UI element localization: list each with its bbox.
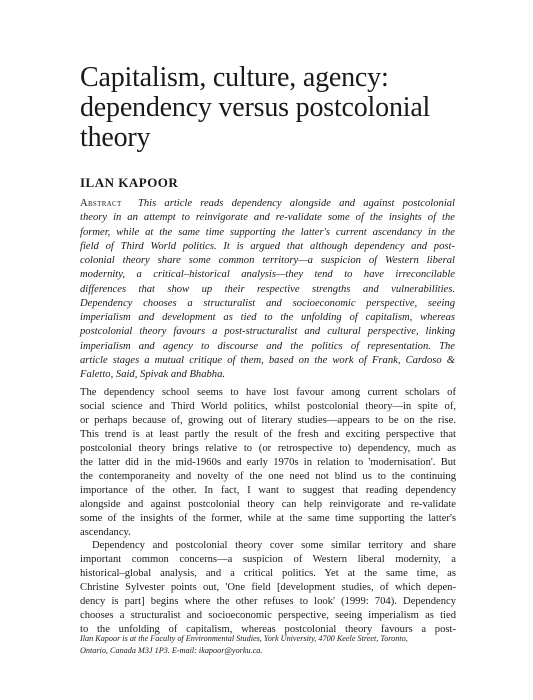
paragraph-2 [80, 539, 456, 637]
body-line: some of the insights of the former, while at the same time supporting the latter's [80, 512, 456, 524]
abstract-line: Faletto, Said, Spivak and Bhabha. [80, 369, 226, 380]
body-line: the contemporaneity and novelty of the one need not blind us to the continuing [80, 470, 456, 482]
paragraph-1 [80, 386, 456, 539]
footnote-line: Ontario, Canada M3J 1P3. E-mail: ikapoor@yorku.ca. [80, 646, 263, 655]
body-line: postcolonial theory brings relative to (or retrospective to) dependency, much as [80, 442, 456, 454]
title-line: Capitalism, culture, agency: [80, 62, 389, 93]
body-line: importance of the other. In fact, I want to suggest that reading dependency [80, 484, 456, 496]
body-line: ascendancy. [80, 526, 131, 538]
abstract-line: Abstract This article reads dependency alongside and against postcolonial [80, 198, 455, 209]
author-affiliation-footnote [80, 633, 456, 657]
abstract-line: Dependency chooses a structuralist and socioeconomic perspective, seeing [80, 297, 455, 309]
abstract-line: imperialism and development as tied to the unfolding of capitalism, whereas [80, 312, 455, 323]
abstract-label: Abstract [80, 198, 122, 209]
abstract [80, 197, 455, 382]
article-title [80, 63, 500, 153]
body-text [80, 386, 456, 637]
body-line: important common concerns—a suspicion of Western liberal modernity, a [80, 554, 456, 566]
abstract-line: postcolonial theory favours a post-structuralist and cultural perspective, linking [80, 326, 455, 338]
body-line: Christine Sylvester points out, 'One field [development studies, of which depen- [80, 582, 456, 594]
body-line: alongside and against postcolonial theory can help reinvigorate and re-validate [80, 498, 456, 510]
body-line: social science and Third World politics, whilst postcolonial theory—in spite of, [80, 400, 456, 412]
abstract-line: article stages a mutual critique of them, based on the work of Frank, Cardoso & [80, 354, 455, 366]
body-line: dency is part] begins where the other refuses to look' (1999: 704). Dependency [80, 596, 456, 608]
title-line: theory [80, 122, 151, 153]
body-line: Dependency and postcolonial theory cover some similar territory and share [92, 540, 456, 552]
body-line: The dependency school seems to have lost favour among current scholars of [80, 387, 456, 398]
abstract-line: field of Third World politics. It is argued that although dependency and post- [80, 240, 455, 252]
body-line: This trend is at least partly the result of the fresh and exciting perspective that [80, 428, 456, 440]
body-line: the latter did in the mid-1960s and early 1970s in relation to 'modernisation'. But [80, 456, 456, 468]
body-line: chooses a structuralist and socioeconomic perspective, seeing imperialism as tied [80, 610, 456, 622]
abstract-line: modernity, a critical–historical analysis—they tend to have irreconcilable [80, 269, 455, 281]
abstract-line: former, while at the same time supporting the latter's current ascendancy in the [80, 226, 455, 238]
abstract-line: imperialism and agency to discourse and the politics of representation. The [80, 340, 455, 352]
abstract-line: colonial theory share some common territory—a suspicion of Western liberal [80, 255, 455, 266]
title-line: dependency versus postcolonial [80, 92, 431, 123]
body-line: or perhaps because of, growing out of literary studies—appears to be on the rise. [80, 414, 456, 426]
abstract-line: differences that show up their respective strengths and vulnerabilities. [80, 283, 455, 295]
author-name: ILAN KAPOOR [80, 175, 179, 190]
body-line: historical–global analysis, and a critical politics. Yet at the same time, as [80, 568, 456, 580]
body-line: to the unfolding of capitalism, whereas postcolonial theory favours a post- [80, 624, 456, 636]
abstract-line: theory in an attempt to reinvigorate and re-validate some of the insights of the [80, 212, 455, 224]
footnote-line: Ilan Kapoor is at the Faculty of Environmental Studies, York University, 4700 Keele Street, Toronto, [80, 634, 408, 643]
